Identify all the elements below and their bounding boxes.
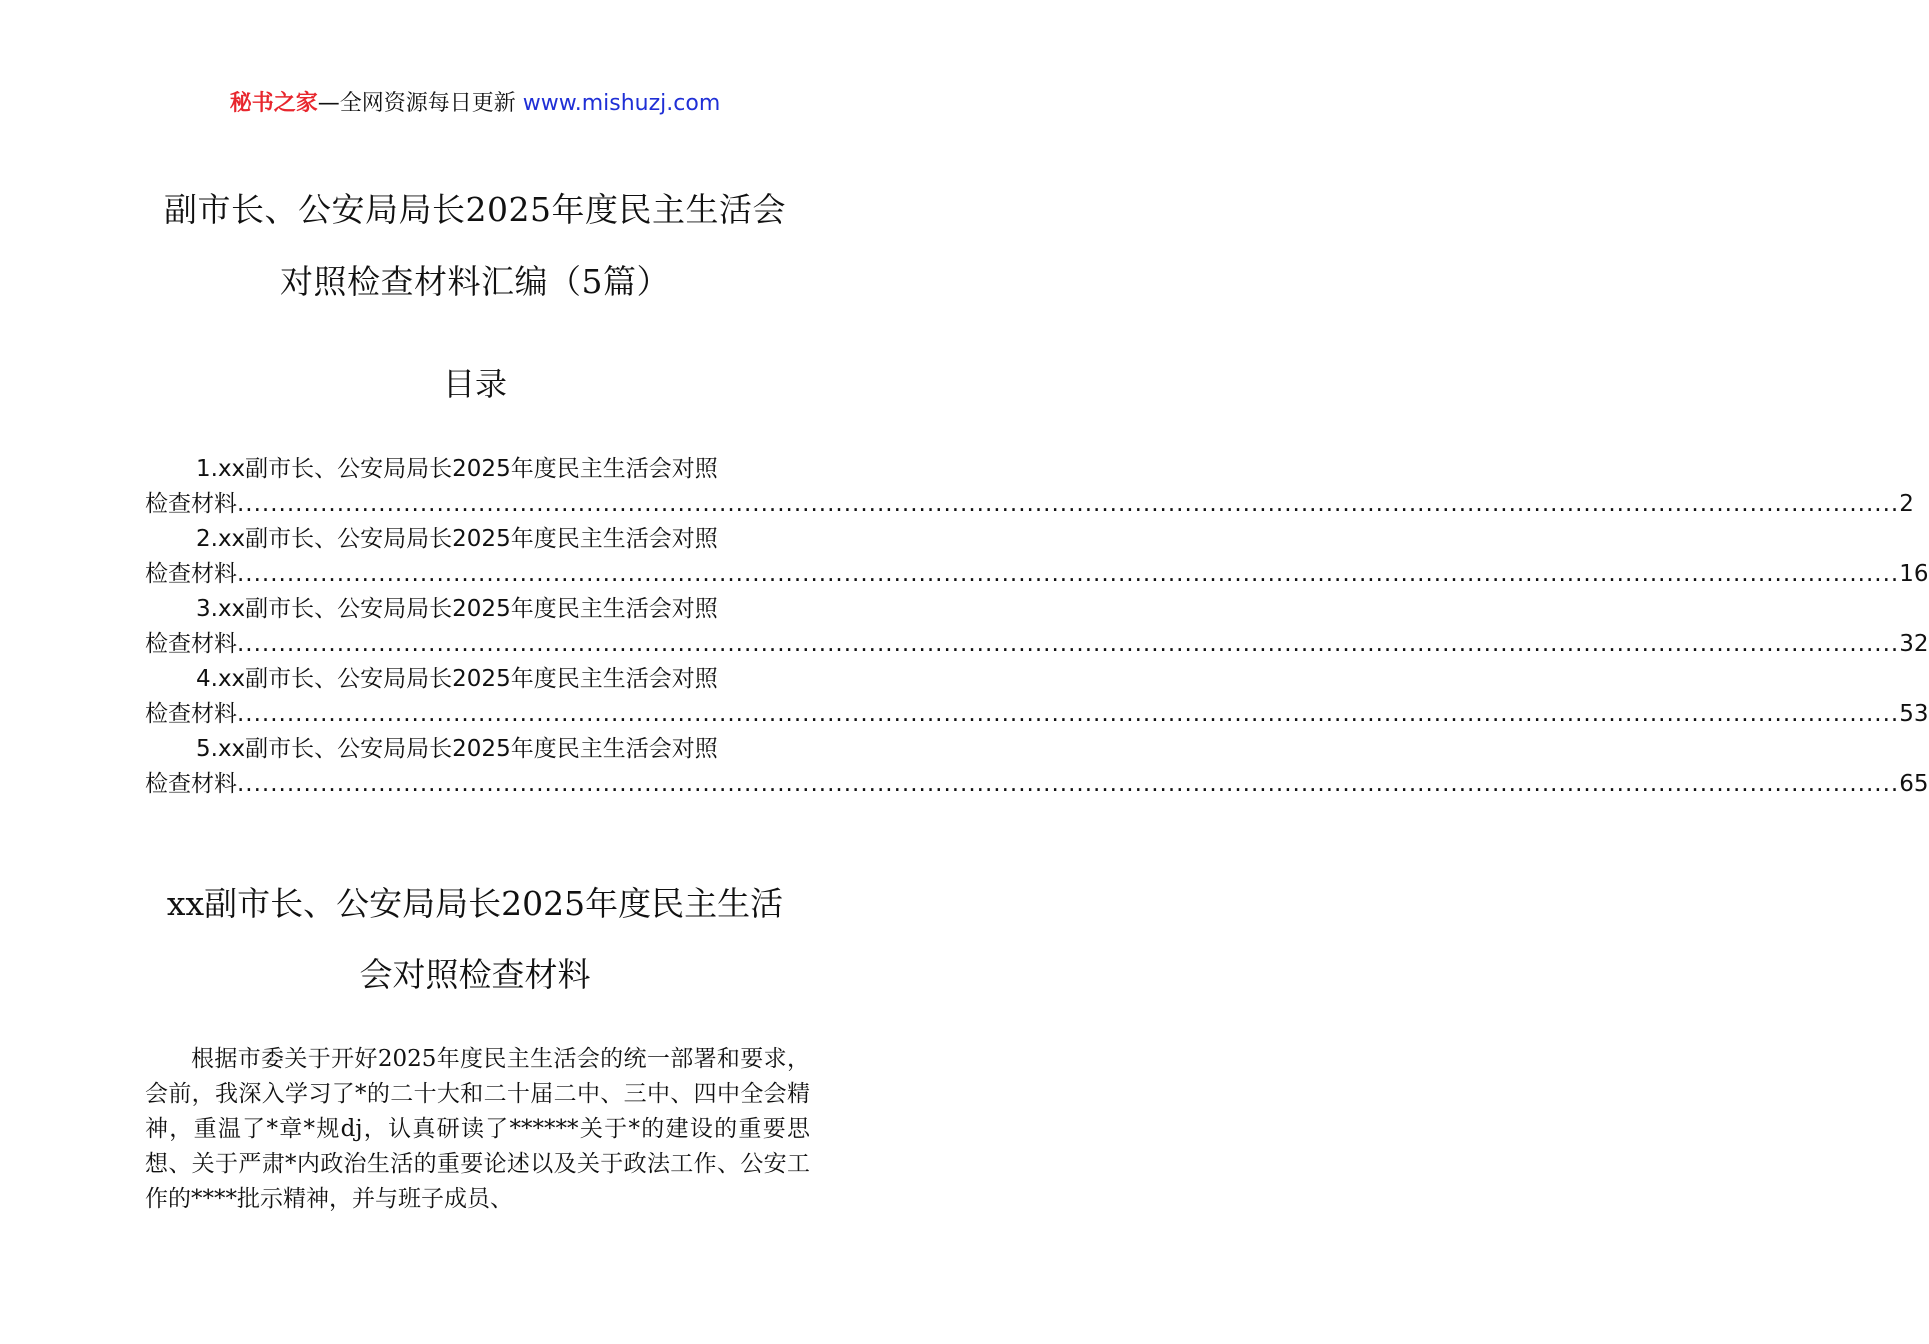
section-title-line1: xx副市长、公安局局长2025年度民主生活 [166, 884, 784, 923]
toc-entry[interactable] [145, 732, 1929, 802]
toc-entry-title: 1.xx副市长、公安局局长2025年度民主生活会对照 [196, 456, 718, 482]
toc-entry-title-end: 检查材料 [145, 701, 237, 727]
toc-dot-leader: ........................................................................................................................................................................................................ [237, 631, 1900, 657]
toc-entry-title: 4.xx副市长、公安局局长2025年度民主生活会对照 [196, 666, 718, 692]
toc-entry-title-end: 检查材料 [145, 491, 237, 517]
website-link[interactable]: www.mishuzj.com [522, 91, 721, 116]
toc-page-number: 2 [1899, 491, 1914, 517]
toc-heading: 目录 [442, 365, 507, 403]
toc-entry-continuation [145, 627, 1929, 662]
toc-dot-leader: ........................................................................................................................................................................................................ [237, 561, 1900, 587]
toc-entry-continuation [145, 697, 1929, 732]
toc-entry-continuation [145, 487, 1914, 522]
toc-entry-title: 5.xx副市长、公安局局长2025年度民主生活会对照 [196, 736, 718, 762]
body-paragraph: 根据市委关于开好2025年度民主生活会的统一部署和要求，会前，我深入学习了*的二十大和二十届二中、三中、四中全会精神，重温了*章*规dj，认真研读了******关于*的建设的重要思想、关于严肃*内政治生活的重要论述以及关于政法工作、公安工作的****批示精神，并与班子成员、 [145, 1046, 810, 1212]
toc-dot-leader: ........................................................................................................................................................................................................ [237, 771, 1900, 797]
banner-tagline: —全网资源每日更新 [317, 91, 516, 116]
toc-entry[interactable] [145, 452, 1914, 522]
toc-dot-leader: ........................................................................................................................................................................................................ [237, 701, 1900, 727]
toc-entry-title: 3.xx副市长、公安局局长2025年度民主生活会对照 [196, 596, 718, 622]
brand-name: 秘书之家 [229, 91, 318, 116]
document-title-line1: 副市长、公安局局长2025年度民主生活会 [164, 190, 786, 229]
toc-dot-leader: ........................................................................................................................................................................................................ [237, 491, 1900, 517]
toc-entry-title-end: 检查材料 [145, 561, 237, 587]
toc-entry-title-end: 检查材料 [145, 631, 237, 657]
section-title-line2: 会对照检查材料 [359, 955, 591, 994]
toc-entry[interactable] [145, 522, 1929, 592]
toc-entry[interactable] [145, 662, 1929, 732]
header-banner [0, 88, 950, 120]
toc-entry[interactable] [145, 592, 1929, 662]
toc-entry-continuation [145, 767, 1929, 802]
toc-entry-continuation [145, 557, 1929, 592]
toc-entry-title-end: 检查材料 [145, 771, 237, 797]
toc-page-number: 16 [1899, 561, 1929, 587]
toc-page-number: 53 [1899, 701, 1929, 727]
table-of-contents [145, 452, 1929, 802]
toc-entry-title: 2.xx副市长、公安局局长2025年度民主生活会对照 [196, 526, 718, 552]
toc-page-number: 32 [1899, 631, 1929, 657]
toc-page-number: 65 [1899, 771, 1929, 797]
document-title-line2: 对照检查材料汇编（5篇） [280, 262, 670, 301]
